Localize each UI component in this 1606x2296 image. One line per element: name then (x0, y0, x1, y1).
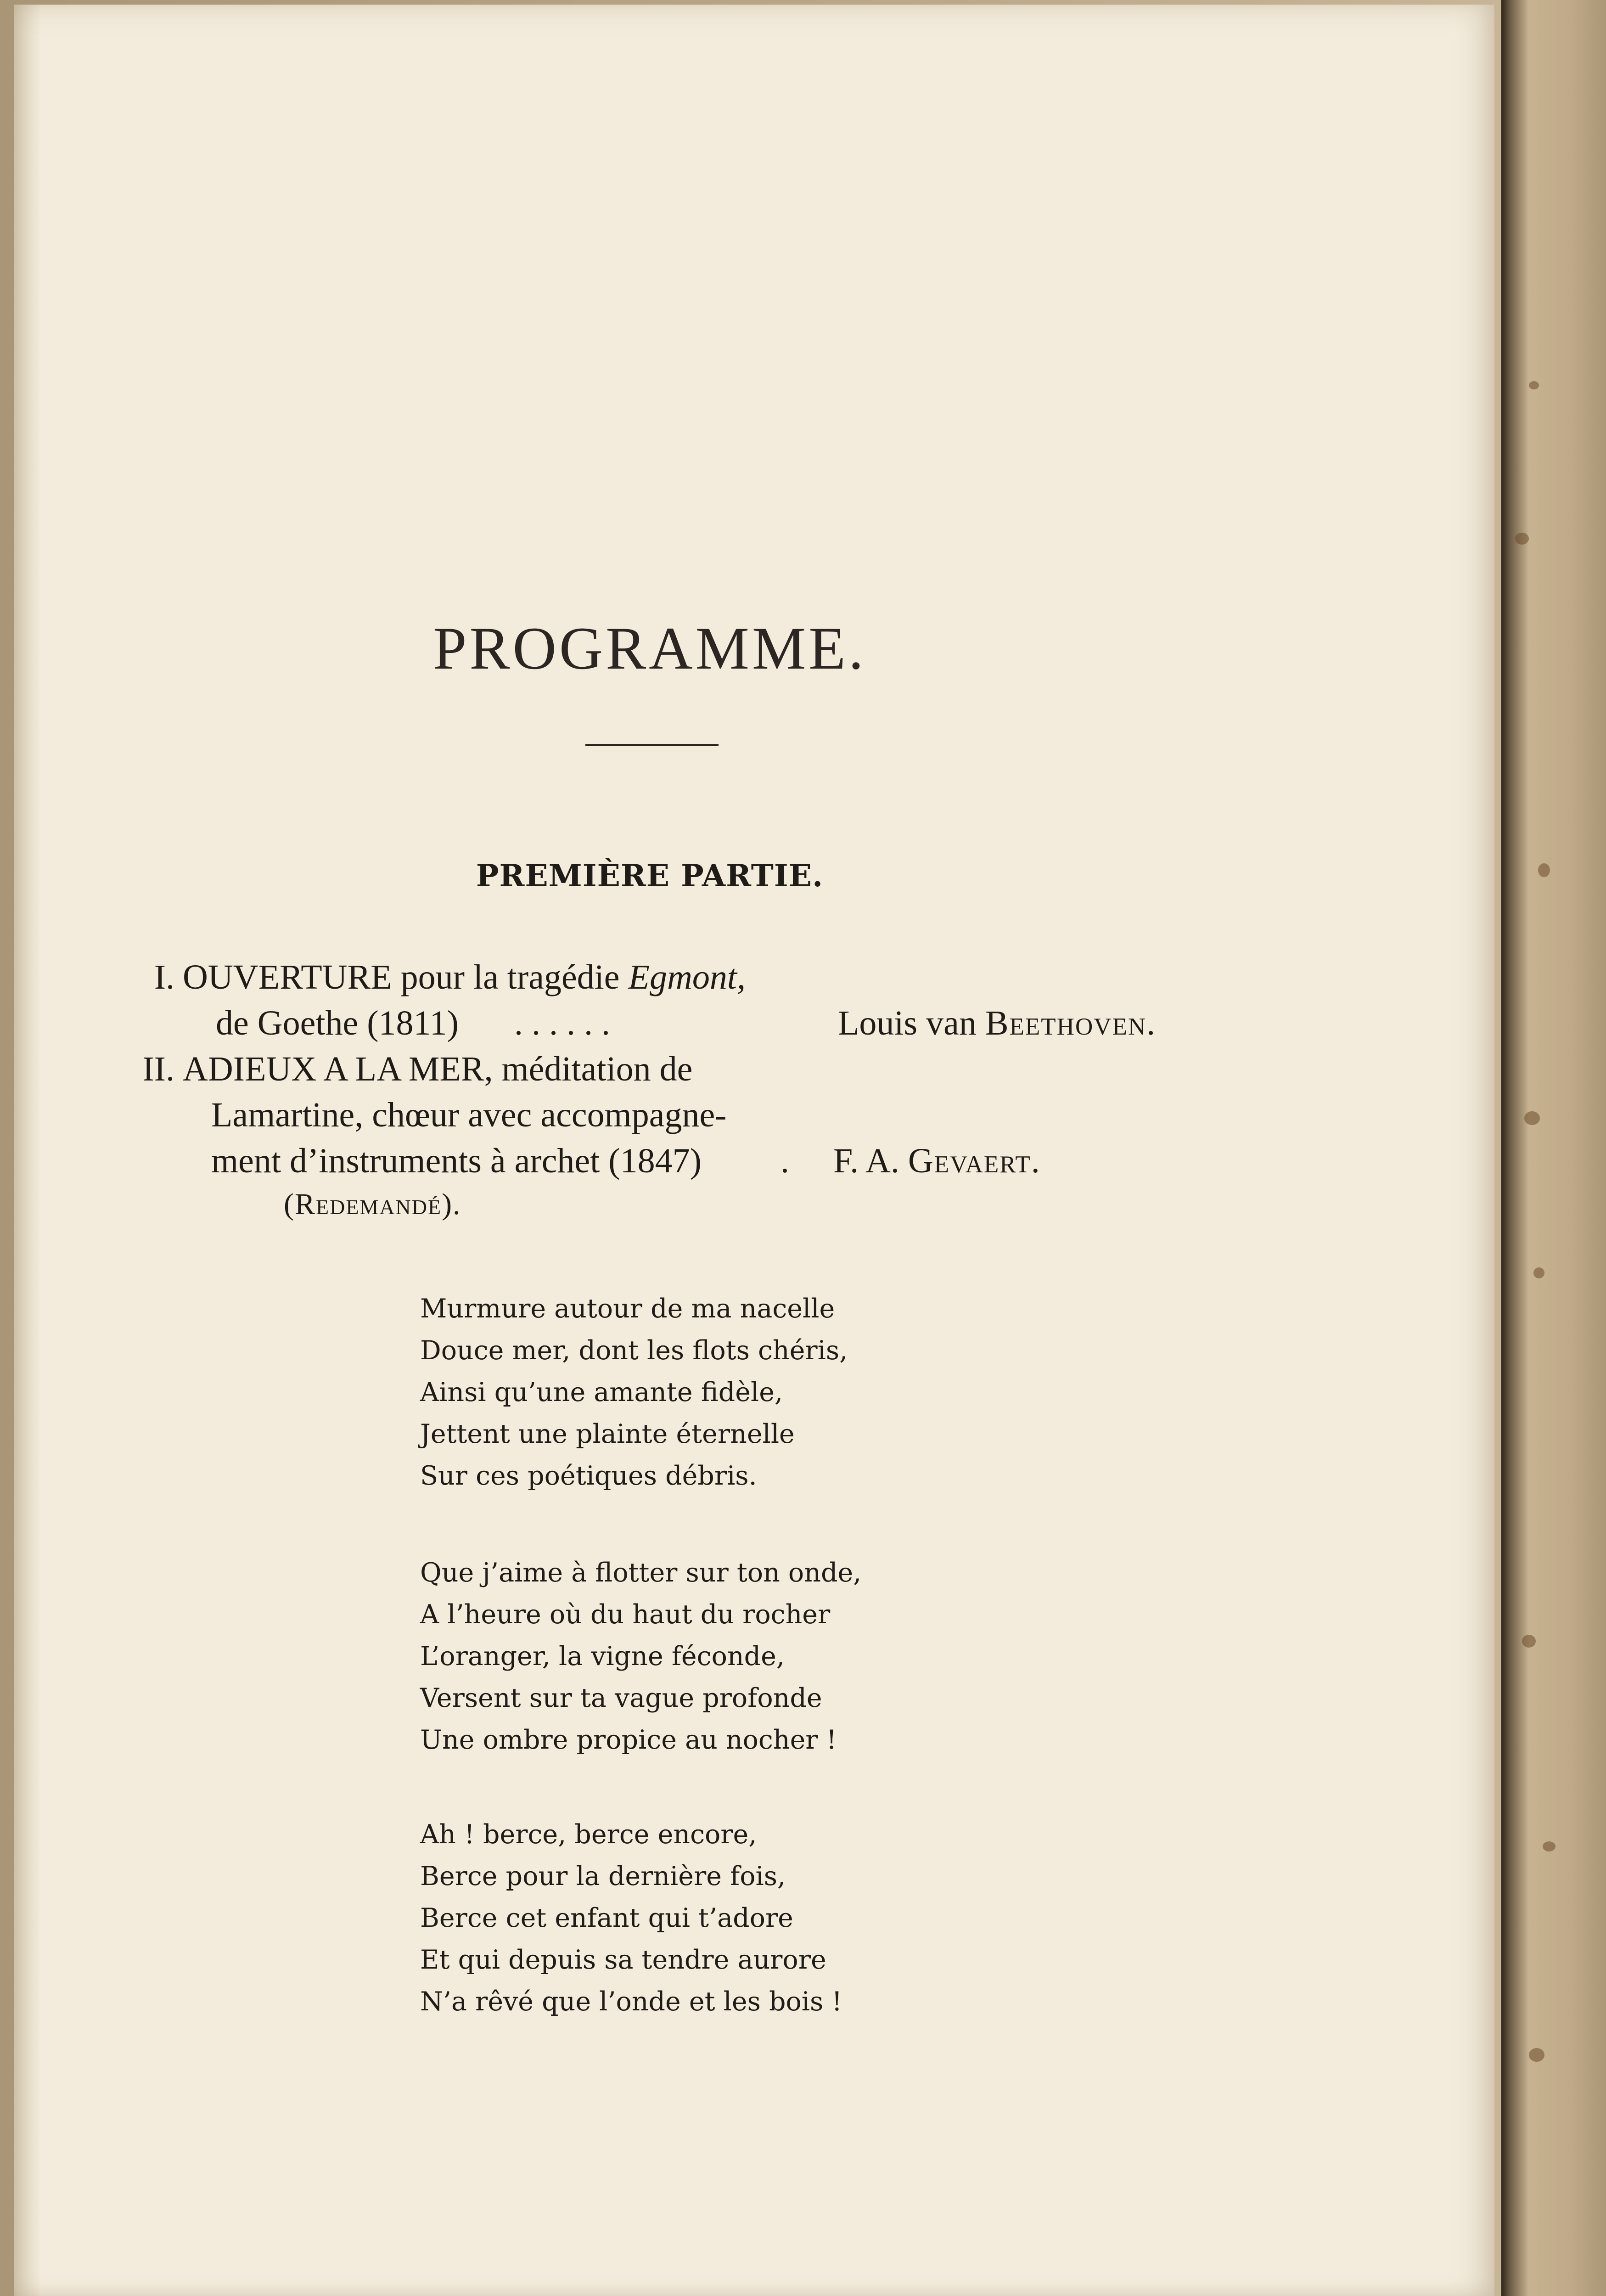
item-2-note: (Redemandé). (284, 1187, 461, 1221)
stanza-2 (420, 1552, 861, 1761)
foxing-spot (1543, 1841, 1555, 1851)
page-gutter-shade (14, 5, 41, 2296)
item-1-title: OUVERTURE (183, 958, 392, 996)
verse-line: Que j’aime à flotter sur ton onde, (420, 1558, 862, 1588)
book-edge-right (1501, 0, 1606, 2296)
item-2-line2: Lamartine, chœur avec accompagne- (211, 1096, 727, 1134)
verse-line: Versent sur ta vague profonde (420, 1683, 822, 1713)
verse-line: Ah ! berce, berce encore, (420, 1819, 757, 1850)
item-1-composer-last: Beethoven. (985, 1004, 1157, 1042)
item-1-number: I. (154, 958, 174, 996)
verse-line: Jettent une plainte éternelle (420, 1419, 795, 1449)
verse-line: Murmure autour de ma nacelle (420, 1294, 835, 1324)
item-2-composer (833, 1141, 1041, 1181)
item-1-composer (838, 1003, 1156, 1043)
foxing-spot (1522, 1635, 1536, 1648)
title-rule (585, 744, 719, 746)
item-1-composer-first: Louis van (838, 1004, 985, 1042)
page-title: PROGRAMME. (433, 614, 866, 682)
stanza-3 (420, 1814, 842, 2023)
item-2-leader: . (781, 1142, 789, 1180)
stanza-1 (420, 1288, 848, 1497)
foxing-spot (1515, 533, 1529, 545)
foxing-spot (1524, 1111, 1540, 1125)
item-2-composer-last: Gevaert. (908, 1142, 1041, 1180)
item-1-work: Egmont, (628, 958, 746, 996)
item-1-description: pour la tragédie (392, 958, 629, 996)
item-1-title-line (183, 957, 746, 997)
item-1-line2-text: de Goethe (1811) (216, 1004, 459, 1042)
foxing-spot (1529, 381, 1539, 389)
section-heading: PREMIÈRE PARTIE. (476, 858, 824, 894)
verse-line: Une ombre propice au nocher ! (420, 1725, 837, 1755)
foxing-spot (1533, 1267, 1544, 1278)
verse-line: Sur ces poétiques débris. (420, 1461, 757, 1491)
item-1-leader: . . . . . . (514, 1004, 610, 1042)
verse-line: Et qui depuis sa tendre aurore (420, 1945, 826, 1975)
verse-line: Ainsi qu’une amante fidèle, (420, 1377, 783, 1407)
item-2-number: II. (142, 1050, 174, 1088)
verse-line: Douce mer, dont les flots chéris, (420, 1335, 848, 1366)
item-2-line3: ment d’instruments à archet (1847) (211, 1142, 702, 1180)
item-1-line2 (216, 1003, 459, 1043)
verse-line: Berce cet enfant qui t’adore (420, 1903, 793, 1933)
verse-line: L’oranger, la vigne féconde, (420, 1641, 785, 1671)
item-2-composer-first: F. A. (833, 1142, 908, 1180)
verse-line: N’a rêvé que l’onde et les bois ! (420, 1986, 842, 2017)
foxing-spot (1538, 863, 1550, 877)
foxing-spot (1529, 2048, 1544, 2062)
verse-line: Berce pour la dernière fois, (420, 1861, 786, 1891)
verse-line: A l’heure où du haut du rocher (420, 1599, 831, 1630)
item-2-line1: ADIEUX A LA MER, méditation de (183, 1050, 693, 1088)
